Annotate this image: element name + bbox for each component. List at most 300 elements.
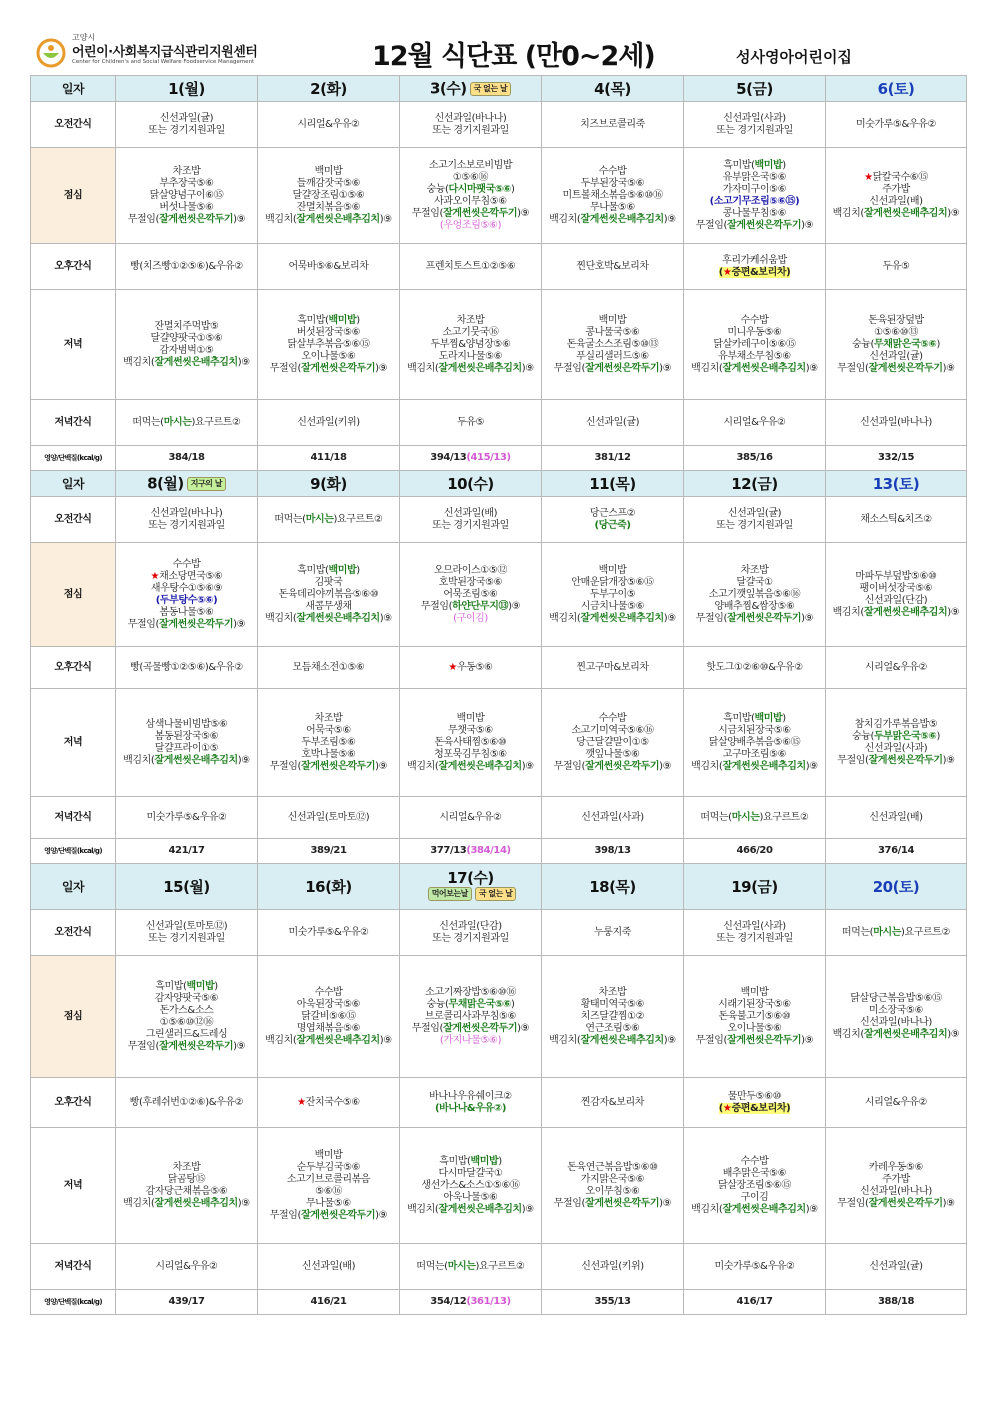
date-row [31, 76, 967, 102]
menu-text: ⑤⑥⑯ [315, 1185, 342, 1197]
menu-line [543, 351, 682, 363]
nutrition-row [31, 839, 967, 864]
nutrition-cell [826, 1290, 967, 1315]
menu-text: 돈육데리야끼볶음⑤⑥⑩ [278, 588, 379, 600]
lunch-cell [542, 148, 684, 244]
menu-text: 신선과일(사과) [581, 811, 644, 823]
menu-text: 안매운닭개장⑤⑥⑮ [571, 576, 654, 588]
menu-line [543, 1174, 682, 1186]
menu-text: 빵(곡물빵①②⑤⑥)&우유② [130, 661, 243, 673]
date-cell [826, 864, 967, 910]
menu-text: 수수밥 [598, 712, 627, 724]
menu-text: 잘게썬씻은배추김치 [863, 606, 948, 618]
menu-line [543, 662, 682, 674]
menu-text: 시리얼&우유② [297, 118, 360, 130]
dinner-cell [542, 689, 684, 797]
afternoon-cell [542, 647, 684, 689]
afternoon-cell [542, 1078, 684, 1128]
menu-text: 마시는 [447, 1260, 476, 1272]
evening-cell [826, 400, 967, 446]
menu-text: 385/16 [736, 452, 773, 463]
dinner-cell [684, 290, 826, 400]
evening-cell [116, 797, 258, 839]
menu-text: 마시는 [873, 926, 901, 938]
menu-text: 잘게썬씻은깍두기 [585, 362, 660, 374]
menu-line [685, 267, 824, 279]
menu-text: 또는 경기지원과일 [148, 519, 225, 531]
menu-line [401, 1180, 540, 1192]
menu-text: 감자범벅①⑤ [159, 344, 214, 356]
dinner-cell [684, 689, 826, 797]
menu-line [685, 172, 824, 184]
menu-text: 수수밥 [172, 558, 201, 570]
menu-text: 청포묵김무침⑤⑥ [434, 748, 507, 760]
date-cell [542, 76, 684, 102]
page-header [30, 30, 966, 74]
menu-text: 숭늉( [426, 183, 449, 195]
menu-text: 양배추찜&쌈장⑤⑥ [714, 600, 795, 612]
menu-line [401, 160, 540, 172]
menu-text: 미트볼채소볶음⑤⑥⑩⑯ [562, 189, 663, 201]
menu-text: 시금치된장국⑤⑥ [718, 724, 791, 736]
row-label-evening: 저녁간식 [31, 400, 116, 446]
row-label-afternoon: 오후간식 [31, 1078, 116, 1128]
morning-cell [258, 910, 400, 956]
date-label: 11(목) [589, 474, 636, 493]
meal-row-evening [31, 797, 967, 839]
menu-text: 봄동나물⑤⑥ [159, 606, 214, 618]
menu-text: 잘게썬씻은깍두기 [585, 760, 660, 772]
menu-text: 후리가케쉬움밥 [722, 254, 787, 266]
date-label: 15(월) [163, 877, 210, 896]
lunch-cell [116, 956, 258, 1078]
menu-text: 잘게썬씻은깍두기 [585, 1197, 660, 1209]
menu-text: 브로콜리사과무침⑤⑥ [424, 1010, 517, 1022]
menu-line [543, 261, 682, 273]
menu-text: 시래기된장국⑤⑥ [718, 998, 791, 1010]
menu-text: 도라지나물⑤⑥ [438, 350, 503, 362]
row-label-nutrition: 영양/단백질(kcal/g) [31, 839, 116, 864]
evening-cell [400, 1244, 542, 1290]
menu-line [543, 166, 682, 178]
menu-text: ( [718, 1102, 723, 1114]
menu-line [259, 1162, 398, 1174]
menu-line [401, 737, 540, 749]
morning-cell [258, 102, 400, 148]
menu-text: ★ [297, 1096, 306, 1108]
menu-line [401, 921, 540, 933]
menu-text: 잘게썬씻은배추김치 [863, 1028, 948, 1040]
menu-line [543, 1186, 682, 1198]
menu-line [259, 1035, 398, 1047]
menu-line [401, 749, 540, 761]
menu-line [685, 160, 824, 172]
menu-text: 신선과일(바나나) [860, 1016, 932, 1028]
menu-line [401, 339, 540, 351]
menu-text: 354/12 [430, 1296, 467, 1307]
menu-line [685, 220, 824, 232]
center-logo [36, 32, 266, 72]
menu-line [117, 417, 256, 429]
nutrition-cell [258, 1290, 400, 1315]
date-cell [684, 76, 826, 102]
menu-text: 찐고구마&보리차 [576, 661, 649, 673]
menu-text: 무절임( [837, 1197, 869, 1209]
menu-text: 두부맑은국⑤⑥ [874, 730, 937, 742]
menu-text: 새우탕수①⑤⑥⑨ [150, 582, 223, 594]
menu-line [685, 315, 824, 327]
menu-text: 무절임( [695, 1034, 728, 1046]
nutrition-cell [684, 446, 826, 471]
badge-group [401, 887, 540, 901]
evening-cell [684, 1244, 826, 1290]
menu-text: )⑨ [517, 1022, 530, 1034]
menu-line [259, 214, 398, 226]
menu-line [259, 613, 398, 625]
menu-text: )⑨ [375, 362, 388, 374]
menu-text: 신선과일(토마토⑫) [287, 811, 370, 823]
lunch-cell [542, 543, 684, 647]
menu-line [401, 933, 540, 945]
menu-text: 백김치( [407, 362, 439, 374]
menu-text: 389/21 [310, 845, 347, 856]
menu-text: (소고기무조림⑤⑥⑮) [709, 195, 800, 207]
menu-text: 잘게썬씻은배추김치 [154, 356, 238, 368]
date-cell [826, 76, 967, 102]
menu-text: 무절임( [269, 760, 302, 772]
meal-row-afternoon [31, 1078, 967, 1128]
menu-text: 백미밥 [598, 314, 627, 326]
menu-line [543, 417, 682, 429]
menu-text: 달걀장조림①⑤⑥ [292, 189, 365, 201]
menu-text: 백미밥 [598, 564, 627, 576]
menu-text: 잘게썬씻은깍두기 [301, 760, 376, 772]
menu-text: 돈육굴소스조림⑤⑩⑬ [566, 338, 659, 350]
menu-text: 차조밥 [314, 712, 343, 724]
evening-cell [542, 797, 684, 839]
menu-text: 백김치( [123, 356, 155, 368]
menu-text: 돈육사태찜⑤⑥⑩ [434, 736, 507, 748]
menu-text: ) [936, 730, 940, 742]
menu-text: 백미밥 [740, 986, 769, 998]
menu-line [259, 1097, 398, 1109]
menu-text: 381/12 [594, 452, 631, 463]
morning-cell [684, 910, 826, 956]
menu-text: 돈육된장덮밥 [868, 314, 924, 326]
menu-text: )⑨ [237, 754, 250, 766]
menu-text: 증편&보리차) [731, 266, 791, 278]
menu-text: ★ [448, 661, 457, 673]
menu-text: 미숫가루⑤&우유② [714, 1260, 795, 1272]
menu-line [685, 1261, 824, 1273]
menu-text: )⑨ [517, 207, 530, 219]
menu-text: 차조밥 [740, 564, 769, 576]
menu-line [401, 987, 540, 999]
menu-line [827, 261, 965, 273]
menu-line [401, 601, 540, 613]
date-cell [258, 76, 400, 102]
menu-text: (두부탕수⑤⑥) [155, 594, 218, 606]
row-label-dinner: 저녁 [31, 290, 116, 400]
menu-line [117, 1017, 256, 1029]
menu-text: 신선과일(귤) [869, 1260, 923, 1272]
date-cell [542, 471, 684, 497]
menu-text: ) [782, 712, 786, 724]
menu-text: 신선과일(배) [443, 507, 498, 519]
menu-text: )⑨ [237, 356, 250, 368]
menu-line [543, 178, 682, 190]
logo-english-name: Center for Children's and Social Welfare Foodservice Management [72, 59, 255, 65]
menu-text: 무절임( [127, 1040, 160, 1052]
menu-text: 무절임( [411, 207, 444, 219]
menu-text: 439/17 [168, 1296, 205, 1307]
menu-text: 백김치( [123, 1197, 155, 1209]
afternoon-cell [400, 647, 542, 689]
date-row [31, 864, 967, 910]
menu-text: (361/13) [466, 1296, 511, 1307]
lunch-cell [684, 148, 826, 244]
menu-text: 치즈달걀찜①② [580, 1010, 645, 1022]
menu-text: ★ [864, 171, 873, 183]
menu-line [827, 1005, 965, 1017]
evening-cell [684, 400, 826, 446]
menu-line [259, 565, 398, 577]
menu-text: )⑨ [375, 760, 388, 772]
menu-text: ) [498, 1155, 502, 1167]
menu-line [259, 417, 398, 429]
menu-line [401, 327, 540, 339]
row-label-afternoon: 오후간식 [31, 647, 116, 689]
logo-city: 고양시 [72, 33, 96, 42]
nutrition-cell [400, 446, 542, 471]
menu-text: 채소스틱&치즈② [860, 513, 932, 525]
menu-text: 411/18 [310, 452, 347, 463]
menu-line [401, 589, 540, 601]
menu-text: 감자당근채볶음⑤⑥ [145, 1185, 228, 1197]
menu-text: 다시마팻국⑤⑥ [448, 183, 511, 195]
date-label: 8(월) [147, 474, 184, 492]
menu-text: 신선과일(배) [869, 811, 923, 823]
menu-text: 무절임( [127, 618, 160, 630]
menu-text: 닭살양념구이⑥⑮ [149, 189, 224, 201]
menu-text: 두유⑤ [882, 260, 910, 272]
menu-text: 누룽지죽 [593, 926, 632, 938]
menu-text: 신선과일(배) [869, 195, 923, 207]
evening-cell [258, 1244, 400, 1290]
row-label-morning: 오전간식 [31, 910, 116, 956]
menu-text: 차조밥 [598, 986, 627, 998]
menu-text: 수수밥 [314, 986, 343, 998]
menu-line [259, 1198, 398, 1210]
menu-text: 신선과일(사과) [864, 742, 928, 754]
menu-line [401, 508, 540, 520]
menu-text: 카레우동⑤⑥ [868, 1161, 924, 1173]
menu-line [259, 261, 398, 273]
menu-text: )⑨ [663, 1034, 676, 1046]
menu-text: 무절임( [553, 362, 586, 374]
menu-text: 잘게썬씻은배추김치 [296, 1034, 380, 1046]
menu-text: 삼색나물비빔밥⑤⑥ [145, 718, 228, 730]
menu-line [117, 571, 256, 583]
menu-line [543, 761, 682, 773]
menu-text: 흑미밥( [723, 712, 755, 724]
menu-text: 백미밥 [314, 1149, 343, 1161]
row-label-nutrition: 영양/단백질(kcal/g) [31, 446, 116, 471]
menu-line [117, 1261, 256, 1273]
menu-text: 416/21 [310, 1296, 347, 1307]
menu-text: 신선과일(단감) [439, 920, 502, 932]
menu-line [827, 351, 965, 363]
menu-text: 모듬채소전①⑤⑥ [292, 661, 365, 673]
menu-text: 416/17 [736, 1296, 773, 1307]
date-label: 18(목) [589, 877, 636, 896]
nutrition-cell [400, 1290, 542, 1315]
menu-text: 시리얼&우유② [864, 661, 928, 673]
menu-line [543, 601, 682, 613]
menu-line [259, 1261, 398, 1273]
menu-line [259, 812, 398, 824]
menu-text: 잘게썬씻은깍두기 [159, 1040, 234, 1052]
menu-text: 소고기미역국⑤⑥⑯ [571, 724, 654, 736]
menu-line [117, 1186, 256, 1198]
date-cell [116, 471, 258, 497]
menu-text: )⑨ [805, 362, 818, 374]
menu-line [117, 520, 256, 532]
menu-text: 호박나물⑤⑥ [301, 748, 356, 760]
menu-text: )⑨ [801, 612, 814, 624]
menu-text: 백김치( [549, 612, 581, 624]
row-label-lunch: 점심 [31, 543, 116, 647]
menu-line [685, 749, 824, 761]
menu-text: )⑨ [805, 1203, 818, 1215]
date-label: 17(수) [447, 869, 494, 887]
afternoon-cell [116, 1078, 258, 1128]
menu-line [685, 363, 824, 375]
menu-text: 미니우동⑤⑥ [727, 326, 782, 338]
menu-text: (당근죽) [594, 519, 631, 531]
menu-text: )⑨ [233, 213, 246, 225]
menu-text: 가지맑은국⑤⑥ [580, 1173, 645, 1185]
menu-text: 무절임( [127, 213, 160, 225]
menu-line [685, 351, 824, 363]
menu-text: 차조밥 [172, 1161, 201, 1173]
date-cell [684, 864, 826, 910]
date-cell [542, 864, 684, 910]
dinner-cell [400, 689, 542, 797]
menu-text: 잘게썬씻은배추김치 [438, 362, 522, 374]
menu-text: 시리얼&우유② [155, 1260, 218, 1272]
menu-text: 잘게썬씻은깍두기 [727, 612, 802, 624]
menu-text: 치즈브로콜리죽 [580, 118, 645, 130]
menu-line [259, 351, 398, 363]
menu-line [117, 321, 256, 333]
menu-text: 오이나물⑤⑥ [301, 350, 356, 362]
menu-line [827, 315, 965, 327]
date-label: 6(토) [877, 79, 915, 98]
menu-line [827, 1174, 965, 1186]
evening-cell [258, 797, 400, 839]
meal-row-lunch [31, 956, 967, 1078]
menu-text: 깻잎나물⑤⑥ [585, 748, 640, 760]
menu-text: ) [214, 980, 218, 992]
menu-line [259, 577, 398, 589]
morning-cell [258, 497, 400, 543]
menu-line [259, 589, 398, 601]
menu-line [827, 755, 965, 767]
menu-line [685, 1011, 824, 1023]
menu-line [543, 214, 682, 226]
menu-text: 연근조림⑤⑥ [585, 1022, 640, 1034]
menu-line [259, 1011, 398, 1023]
menu-line [685, 725, 824, 737]
menu-line [259, 1023, 398, 1035]
menu-text: 백미밥 [754, 159, 783, 171]
menu-line [827, 417, 965, 429]
lunch-cell [826, 543, 967, 647]
menu-text: 잘게썬씻은깍두기 [159, 213, 234, 225]
dinner-cell [826, 689, 967, 797]
menu-text: )⑨ [801, 219, 814, 231]
menu-line [401, 1261, 540, 1273]
menu-text: )⑨ [942, 754, 955, 766]
menu-text: 어묵바⑤⑥&보리차 [288, 260, 369, 272]
menu-line [543, 613, 682, 625]
menu-text: )⑨ [237, 1197, 250, 1209]
menu-text: 호박된장국⑤⑥ [438, 576, 503, 588]
menu-text: )⑨ [375, 1209, 388, 1221]
menu-text: 무절임( [269, 362, 302, 374]
row-label-afternoon: 오후간식 [31, 244, 116, 290]
menu-text: 377/13 [430, 845, 467, 856]
nutrition-cell [258, 839, 400, 864]
menu-text: 신선과일(귤) [727, 507, 782, 519]
menu-text: (가지나물⑤⑥) [439, 1034, 502, 1046]
menu-line [685, 812, 824, 824]
menu-text: )⑨ [521, 760, 534, 772]
menu-table [30, 75, 967, 1315]
menu-text: 두유⑤ [456, 416, 485, 428]
menu-text: 버섯나물⑤⑥ [159, 201, 214, 213]
menu-text: )⑨ [947, 1028, 960, 1040]
date-cell [258, 471, 400, 497]
menu-text: 백미밥 [328, 314, 357, 326]
menu-line [401, 351, 540, 363]
menu-line [827, 184, 965, 196]
menu-line [685, 737, 824, 749]
menu-text: )⑨ [947, 207, 960, 219]
meal-row-dinner [31, 1128, 967, 1244]
menu-text: 신선과일(바나나) [860, 1185, 932, 1197]
afternoon-cell [116, 244, 258, 290]
menu-line [685, 184, 824, 196]
menu-text: 신선과일(사과) [723, 112, 786, 124]
menu-line [827, 719, 965, 731]
menu-line [117, 743, 256, 755]
menu-text: )⑨ [805, 760, 818, 772]
menu-line [685, 327, 824, 339]
menu-text: 잘게썬씻은깍두기 [868, 362, 943, 374]
menu-text: 주가밥 [882, 1173, 910, 1185]
menu-text: 찐단호박&보리차 [576, 260, 649, 272]
menu-line [401, 812, 540, 824]
menu-text: 또는 경기지원과일 [432, 519, 509, 531]
morning-cell [116, 497, 258, 543]
menu-line [401, 1035, 540, 1047]
dinner-cell [258, 689, 400, 797]
menu-text: 오므라이스①⑤⑫ [433, 564, 508, 576]
menu-line [827, 1198, 965, 1210]
menu-line [259, 987, 398, 999]
